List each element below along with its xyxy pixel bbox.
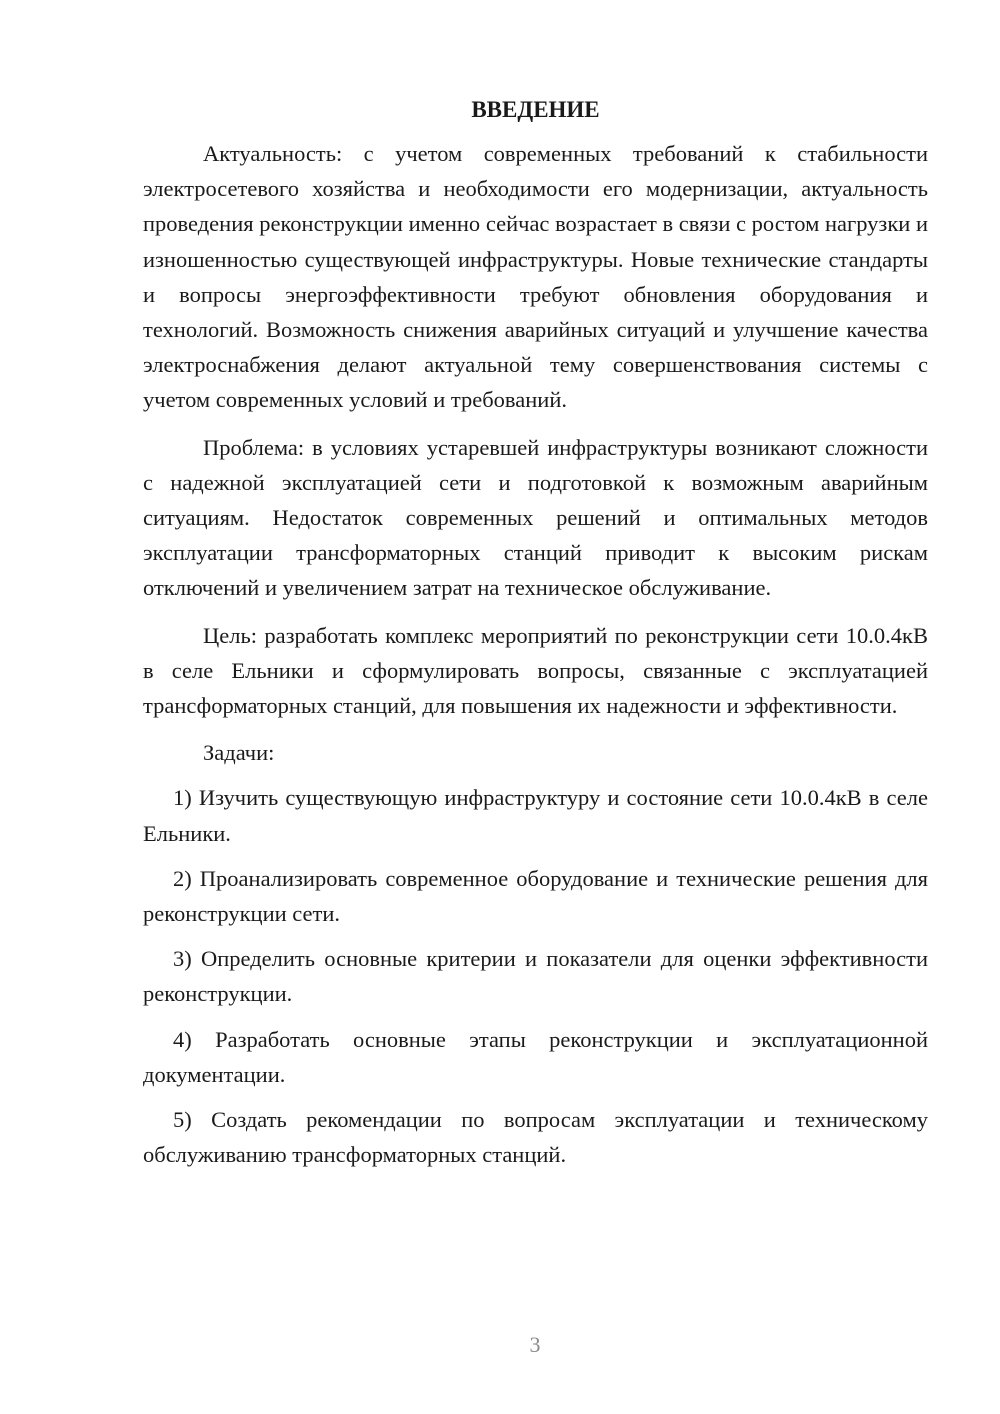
page-number: 3 — [529, 1332, 541, 1357]
goal-paragraph: Цель: разработать комплекс мероприятий по реконструкции сети 10.0.4кВ в селе Ельники и сформулировать вопросы, связанные с эксплуатацией трансформаторных станций, для повышения их надежности и эффективности. — [143, 622, 928, 719]
problem-paragraph: Проблема: в условиях устаревшей инфраструктуры возникают сложности с надежной эксплуатацией сети и подготовкой к возможным аварийным ситуациям. Недостаток современных решений и оптимальных методов эксплуатации трансформаторных станций приводит к высоким рискам отключений и увеличением затрат на техническое обслуживание. — [143, 434, 928, 601]
relevance-paragraph: Актуальность: с учетом современных требований к стабильности электросетевого хозяйства и необходимости его модернизации, актуальность проведения реконструкции именно сейчас возрастает в связи с ростом нагрузки и изношенностью существующей инфраструктуры. Новые технические стандарты и вопросы энергоэффективности требуют обновления оборудования и технологий. Возможность снижения аварийных ситуаций и улучшение качества электроснабжения делают актуальной тему совершенствования системы с учетом современных условий и требований. — [143, 141, 928, 413]
task-item: 3) Определить основные критерии и показатели для оценки эффективности реконструкции. — [143, 946, 928, 1007]
task-item: 5) Создать рекомендации по вопросам эксплуатации и техническому обслуживанию трансформаторных станций. — [143, 1107, 928, 1168]
task-item: 4) Разработать основные этапы реконструкции и эксплуатационной документации. — [143, 1026, 928, 1087]
tasks-label: Задачи: — [203, 740, 275, 766]
page-title: ВВЕДЕНИЕ — [471, 97, 600, 122]
tasks-list — [143, 780, 928, 1172]
document-body — [143, 90, 928, 1182]
task-item: 2) Проанализировать современное оборудование и технические решения для реконструкции сети. — [143, 865, 928, 927]
task-item: 1) Изучить существующую инфраструктуру и состояние сети 10.0.4кВ в селе Ельники. — [143, 785, 928, 846]
